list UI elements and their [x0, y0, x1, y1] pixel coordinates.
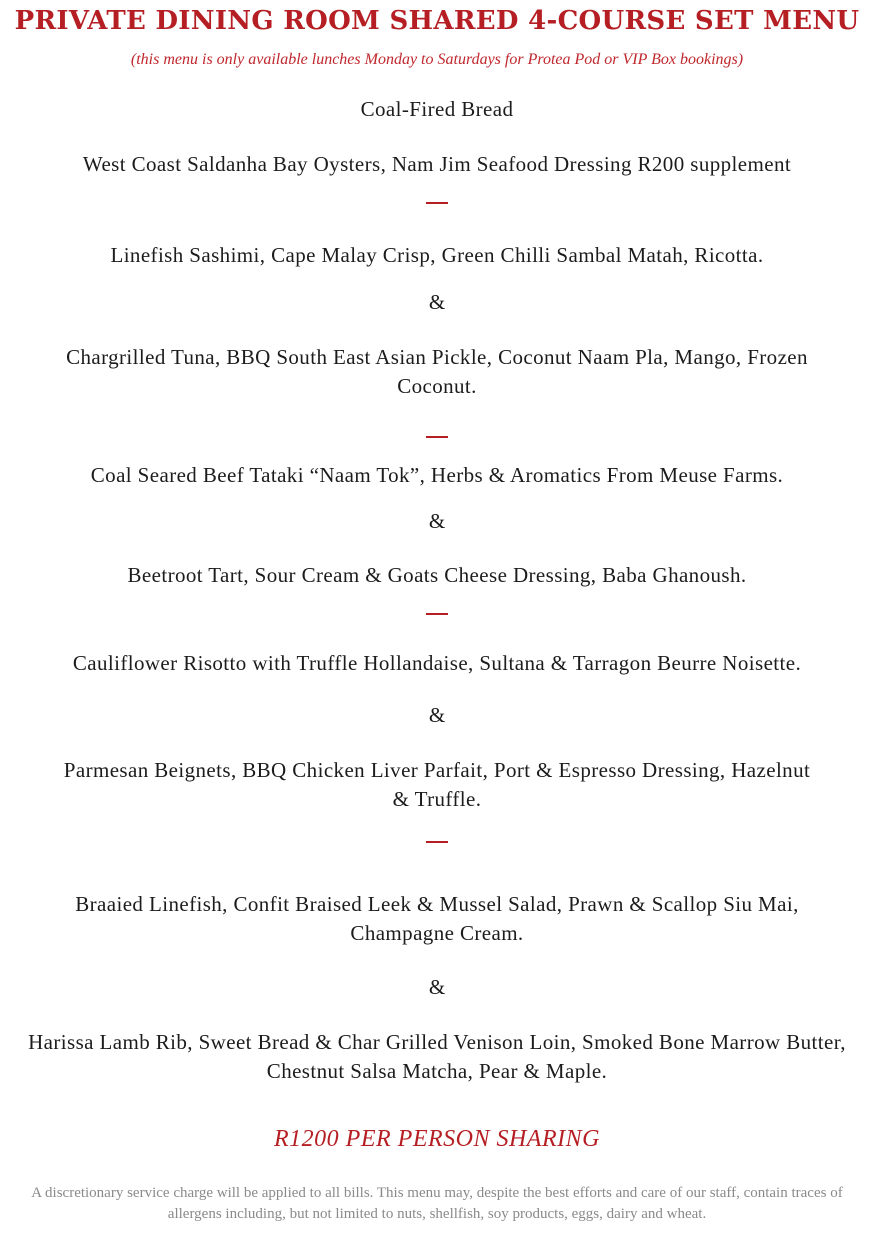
course1-dish2: Chargrilled Tuna, BBQ South East Asian Pickle, Coconut Naam Pla, Mango, Frozen Coconut. [66, 345, 808, 398]
course-divider [426, 202, 448, 204]
course3-and: & [428, 703, 446, 727]
allergen-disclaimer: A discretionary service charge will be applied to all bills. This menu may, despite the best efforts and care of our staff, contain traces of allergens including, but not limited to nuts, shellfish, soy products, eggs, dairy and wheat. [31, 1185, 843, 1222]
course2-and: & [428, 509, 446, 533]
course4-dish2: Harissa Lamb Rib, Sweet Bread & Char Grilled Venison Loin, Smoked Bone Marrow Butter, Chestnut Salsa Matcha, Pear & Maple. [28, 1030, 846, 1083]
course3-dish1: Cauliflower Risotto with Truffle Hollandaise, Sultana & Tarragon Beurre Noisette. [72, 651, 802, 675]
menu-subtitle: (this menu is only available lunches Monday to Saturdays for Protea Pod or VIP Box bookings) [130, 51, 744, 68]
starter-oysters: West Coast Saldanha Bay Oysters, Nam Jim Seafood Dressing R200 supplement [82, 152, 792, 176]
course2-dish2: Beetroot Tart, Sour Cream & Goats Cheese Dressing, Baba Ghanoush. [127, 563, 747, 587]
course-divider [426, 436, 448, 438]
course3-dish2: Parmesan Beignets, BBQ Chicken Liver Parfait, Port & Espresso Dressing, Hazelnut & Truffle. [63, 758, 811, 811]
starter-bread: Coal-Fired Bread [360, 97, 514, 121]
course4-dish1: Braaied Linefish, Confit Braised Leek & Mussel Salad, Prawn & Scallop Siu Mai, Champagne Cream. [75, 892, 799, 945]
menu-title: PRIVATE DINING ROOM SHARED 4-COURSE SET MENU [14, 6, 860, 36]
course-divider [426, 841, 448, 843]
price-per-person: R1200 PER PERSON SHARING [274, 1126, 600, 1152]
course4-and: & [428, 975, 446, 999]
course1-dish1: Linefish Sashimi, Cape Malay Crisp, Green Chilli Sambal Matah, Ricotta. [110, 243, 764, 267]
course-divider [426, 613, 448, 615]
course1-and: & [428, 290, 446, 314]
course2-dish1: Coal Seared Beef Tataki “Naam Tok”, Herbs & Aromatics From Meuse Farms. [90, 463, 784, 487]
